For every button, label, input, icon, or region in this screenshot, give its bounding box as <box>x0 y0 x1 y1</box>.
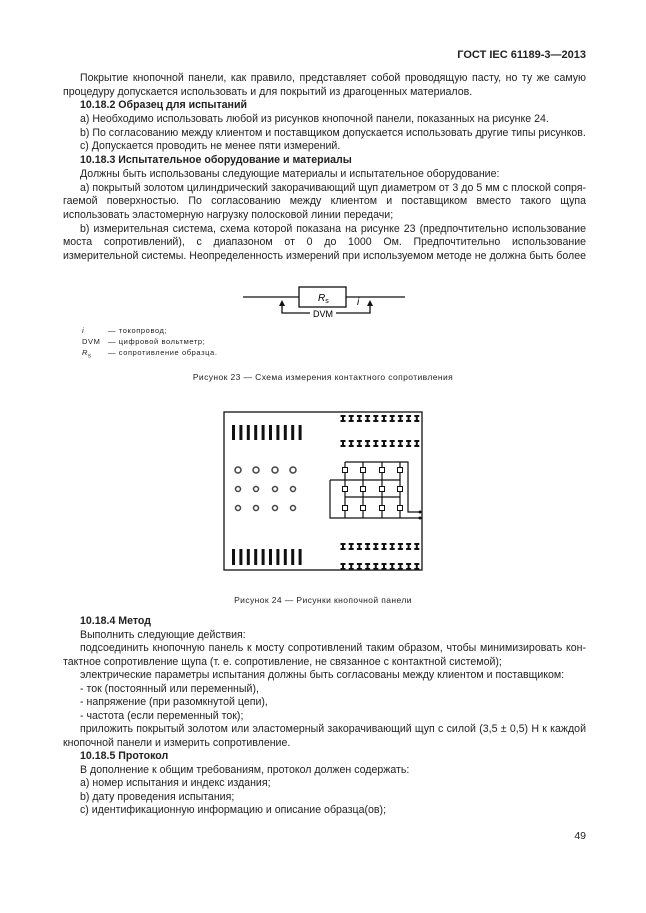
legend-item <box>82 325 218 336</box>
key-contact <box>365 415 370 422</box>
wire-col <box>330 480 420 518</box>
key-contact <box>406 440 411 447</box>
key-contact <box>390 563 395 570</box>
figure-24-caption: Рисунок 24 — Рисунки кнопочной панели <box>234 595 412 605</box>
key-contact <box>357 543 362 550</box>
legend-key: $R_s$ <box>82 348 92 360</box>
text-line: c) идентификационную информацию и описание образца(ов); <box>80 804 387 816</box>
key-contact <box>341 440 346 447</box>
terminal-dot <box>419 511 422 514</box>
keypad-contact <box>343 468 348 473</box>
text-line: В дополнение к общим требованиям, протокол должен содержать: <box>80 763 410 776</box>
key-contact <box>382 563 387 570</box>
key-contact <box>382 415 387 422</box>
key-contact <box>373 563 378 570</box>
section-heading: 10.18.4 Метод <box>80 615 151 627</box>
key-contact <box>390 415 395 422</box>
key-contact <box>382 440 387 447</box>
resistor-label: $R_s$ <box>318 293 329 305</box>
contact-bar <box>299 549 302 565</box>
contact-bar <box>284 425 287 440</box>
keypad-contact <box>236 506 241 511</box>
section-text-bottom <box>63 615 586 818</box>
keypad-contact <box>361 468 366 473</box>
key-contact <box>406 543 411 550</box>
key-contact <box>406 563 411 570</box>
arrow-up-icon <box>367 300 373 306</box>
text-line: - напряжение (при разомкнутой цепи), <box>80 696 268 708</box>
page-number: 49 <box>574 830 586 842</box>
key-contact <box>341 543 346 550</box>
contact-bar <box>232 425 235 440</box>
key-contact <box>414 415 419 422</box>
key-contact <box>349 543 354 550</box>
dvm-label: DVM <box>313 309 333 319</box>
text-line: a) Необходимо использовать любой из рисунков кнопочной панели, показанных на рисунке 24. <box>80 113 549 126</box>
key-contact <box>398 543 403 550</box>
key-contact <box>414 563 419 570</box>
key-contact <box>357 440 362 447</box>
key-contact <box>365 440 370 447</box>
text-line: тактное сопротивление щупа (т. е. сопротивление, не связанное с контактной системой); <box>63 655 502 668</box>
keypad-contact <box>361 487 366 492</box>
keypad-contact <box>343 487 348 492</box>
key-contact <box>349 440 354 447</box>
text-line: a) покрытый золотом цилиндрический закорачивающий щуп диаметром от 3 до 5 мм с плоской сопря- <box>80 181 586 194</box>
key-contact <box>341 415 346 422</box>
key-contact <box>341 563 346 570</box>
text-line: - частота (если переменный ток); <box>80 709 244 722</box>
contact-bar <box>269 549 272 565</box>
key-contact <box>365 563 370 570</box>
dvm-lead-left <box>282 303 310 313</box>
contact-bar <box>239 425 242 440</box>
keypad-contact <box>398 487 403 492</box>
legend-item <box>82 336 218 347</box>
keypad-contact <box>398 468 403 473</box>
key-contact <box>414 543 419 550</box>
contact-bar <box>269 425 272 440</box>
legend-key: DVM <box>82 337 101 346</box>
keypad-contact <box>380 506 385 511</box>
key-contact <box>382 543 387 550</box>
legend-desc: — цифровой вольтметр; <box>108 337 206 346</box>
keypad-contact <box>361 506 366 511</box>
text-line: процедуру допускается использовать и для покрытий из драгоценных материалов. <box>63 85 473 98</box>
key-contact <box>357 415 362 422</box>
contact-bar <box>291 425 294 440</box>
section-heading: 10.18.3 Испытательное оборудование и материалы <box>80 154 352 167</box>
key-contact <box>349 563 354 570</box>
key-contact <box>414 440 419 447</box>
text-line: гаемой поверхностью. По согласованию между клиентом и поставщиком вместо такого щупа <box>63 195 586 208</box>
keypad-contact <box>254 487 259 492</box>
text-line: Выполнить следующие действия: <box>80 628 246 641</box>
text-line: Должны быть использованы следующие материалы и испытательное оборудование: <box>80 167 500 180</box>
keypad-contact <box>236 487 241 492</box>
text-line: моста сопротивлений), с диапазоном от 0 до 1000 Ом. Предпочтительно использование <box>63 236 586 249</box>
text-line: приложить покрытый золотом или эластомерный закорачивающий щуп с силой (3,5 ± 0,5) Н к каждой <box>80 723 586 735</box>
keypad-contact <box>254 506 259 511</box>
key-contact <box>390 440 395 447</box>
key-contact <box>398 440 403 447</box>
contact-bar <box>247 549 250 565</box>
contact-bar <box>262 549 265 565</box>
section-heading: 10.18.5 Протокол <box>80 750 169 762</box>
contact-bar <box>284 549 287 565</box>
text-line: кнопочной панели и измерить сопротивление. <box>63 736 291 749</box>
legend-desc: — сопротивление образца. <box>108 348 218 357</box>
text-line: b) По согласованию между клиентом и поставщиком допускается использовать другие типы рисунков. <box>80 126 586 139</box>
text-line: - ток (постоянный или переменный), <box>80 682 259 695</box>
key-contact <box>373 543 378 550</box>
key-contact <box>390 543 395 550</box>
text-line: b) измерительная система, схема которой показана на рисунке 23 (предпочтительно использование <box>80 222 586 235</box>
text-line: a) номер испытания и индекс издания; <box>80 777 271 789</box>
keypad-contact <box>343 506 348 511</box>
key-contact <box>398 415 403 422</box>
keypad-contact <box>290 467 296 473</box>
contact-bar <box>254 549 257 565</box>
text-line: c) Допускается проводить не менее пяти измерений. <box>80 140 341 153</box>
contact-bar <box>299 425 302 440</box>
text-line: подсоединить кнопочную панель к мосту сопротивлений таким образом, чтобы минимизировать кон- <box>80 642 586 654</box>
key-contact <box>398 563 403 570</box>
text-line: электрические параметры испытания должны быть согласованы между клиентом и поставщиком: <box>80 669 565 681</box>
legend-item <box>82 347 218 358</box>
text-line: Покрытие кнопочной панели, как правило, представляет собой проводящую пасту, но ту же самую <box>80 72 586 84</box>
keypad-contact <box>235 467 241 473</box>
keypad-contact <box>380 468 385 473</box>
keypad-contact <box>272 467 278 473</box>
key-contact <box>349 415 354 422</box>
keypad-contact <box>380 487 385 492</box>
current-label: i <box>357 297 360 308</box>
key-contact <box>357 563 362 570</box>
contact-bar <box>276 425 279 440</box>
text-line: b) дату проведения испытания; <box>80 790 235 803</box>
keypad-contact <box>273 506 278 511</box>
legend-key: i <box>82 326 85 335</box>
document-header: ГОСТ IEC 61189-3—2013 <box>457 49 586 61</box>
contact-bar <box>247 425 250 440</box>
dvm-lead-right <box>336 303 370 313</box>
figure-23-caption: Рисунок 23 — Схема измерения контактного сопротивления <box>192 372 454 382</box>
figure-24-keypad-patterns <box>224 412 422 570</box>
contact-bar <box>239 549 242 565</box>
keypad-contact <box>253 467 259 473</box>
keypad-contact <box>398 506 403 511</box>
figure-23-legend <box>82 325 218 358</box>
text-line: измерительной системы. Неопределенность измерений при используемом методе не должна быть более <box>63 249 586 262</box>
arrow-up-icon <box>279 300 285 306</box>
text-line: использовать эластомерную нагрузку полосковой линии передачи; <box>63 208 394 221</box>
terminal-dot <box>419 517 422 520</box>
keypad-contact <box>273 487 278 492</box>
key-contact <box>406 415 411 422</box>
key-contact <box>365 543 370 550</box>
section-heading: 10.18.2 Образец для испытаний <box>80 99 247 112</box>
contact-bar <box>276 549 279 565</box>
contact-bar <box>291 549 294 565</box>
legend-desc: — токопровод; <box>108 326 168 335</box>
key-contact <box>373 440 378 447</box>
contact-bar <box>262 425 265 440</box>
keypad-contact <box>291 487 296 492</box>
contact-bar <box>232 549 235 565</box>
contact-bar <box>254 425 257 440</box>
key-contact <box>373 415 378 422</box>
keypad-contact <box>291 506 296 511</box>
